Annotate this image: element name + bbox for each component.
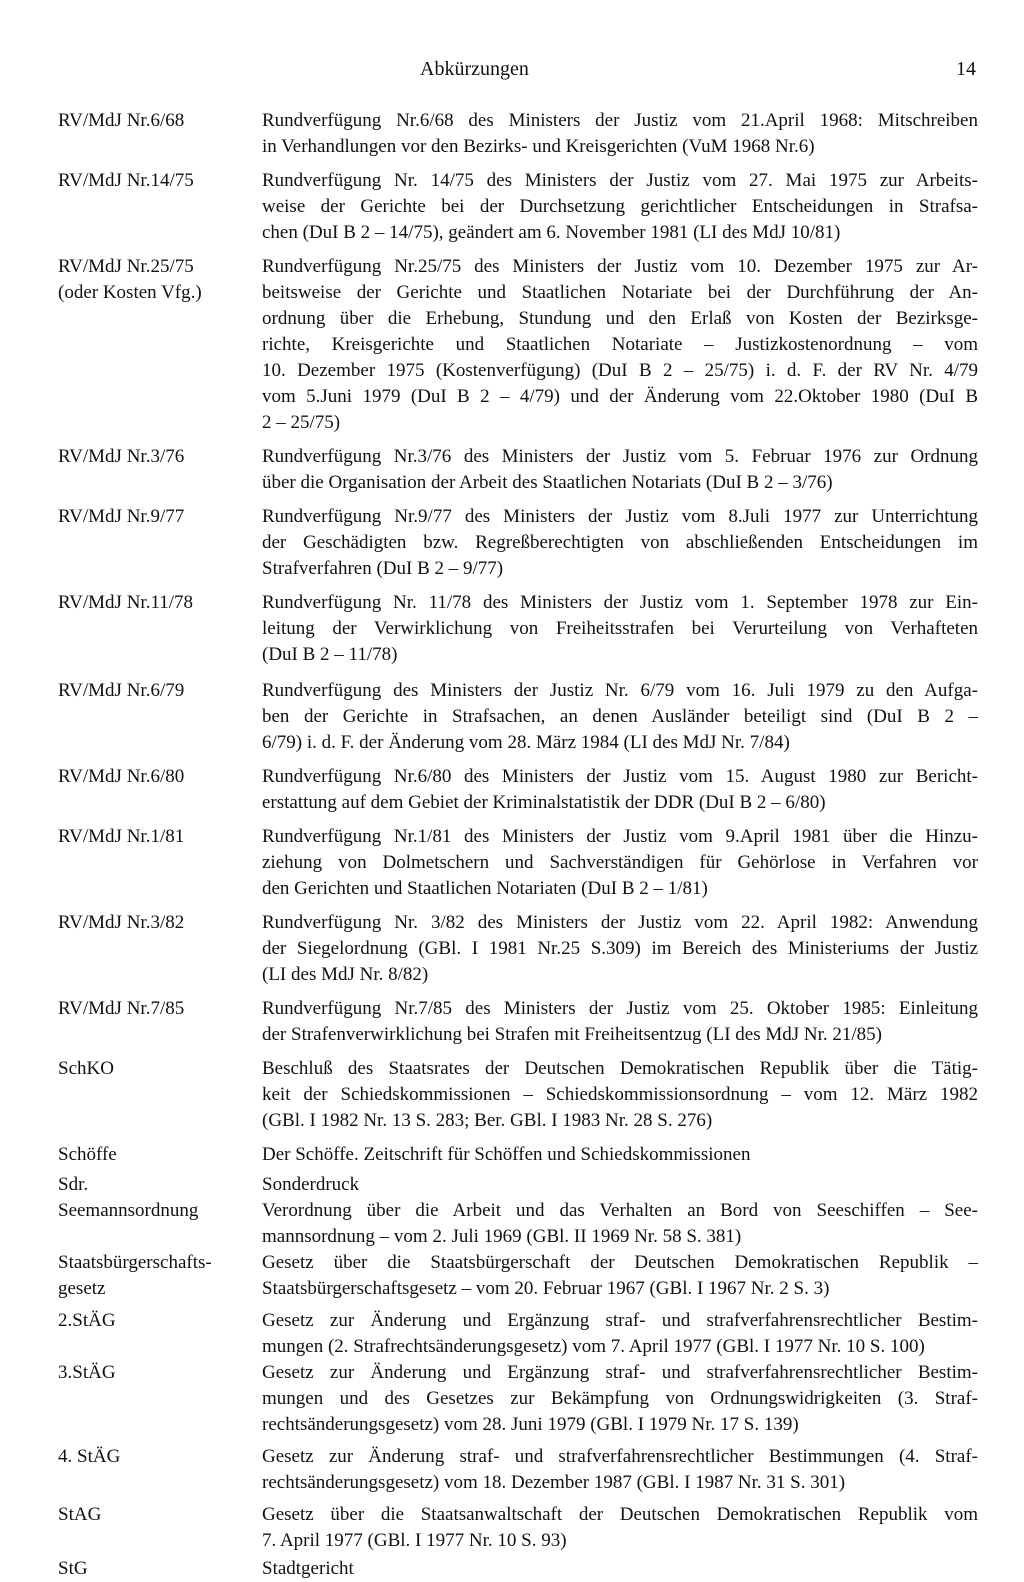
abbreviation-term-line: RV/MdJ Nr.9/77 [58, 506, 185, 527]
abbreviation-term-line: 2.StÄG [58, 1310, 116, 1331]
abbreviation-term-line: Sdr. [58, 1174, 89, 1195]
page-number: 14 [956, 58, 976, 80]
abbreviation-term-line: RV/MdJ Nr.14/75 [58, 170, 194, 191]
abbreviation-term [58, 108, 258, 134]
abbreviation-definition [262, 1502, 978, 1554]
abbreviation-term [58, 1056, 258, 1082]
definition-line: über die Organisation der Arbeit des Staatlichen Notariats (DuI B 2 – 3/76) [262, 472, 833, 493]
abbreviation-entry [0, 1056, 1024, 1134]
definition-line: Staatsbürgerschaftsgesetz – vom 20. Februar 1967 (GBl. I 1967 Nr. 2 S. 3) [262, 1278, 830, 1299]
definition-line: leitung der Verwirklichung von Freiheitsstrafen bei Verurteilung von Verhafteten [262, 618, 978, 639]
definition-line: Rundverfügung Nr.6/80 des Ministers der Justiz vom 15. August 1980 zur Bericht- [262, 766, 978, 787]
definition-line: mungen und des Gesetzes zur Bekämpfung von Ordnungswidrigkeiten (3. Straf- [262, 1388, 978, 1409]
abbreviation-term-line: StAG [58, 1504, 102, 1525]
definition-line: Gesetz über die Staatsbürgerschaft der Deutschen Demokratischen Republik – [262, 1252, 978, 1273]
definition-line: Rundverfügung des Ministers der Justiz Nr. 6/79 vom 16. Juli 1979 zu den Aufga- [262, 680, 978, 701]
abbreviation-definition [262, 254, 978, 436]
abbreviation-entry [0, 1172, 1024, 1198]
abbreviation-term [58, 1556, 258, 1582]
abbreviation-definition [262, 910, 978, 988]
abbreviation-entry [0, 1444, 1024, 1496]
abbreviation-entry [0, 1142, 1024, 1168]
definition-line: Verordnung über die Arbeit und das Verhalten an Bord von Seeschiffen – See- [262, 1200, 978, 1221]
abbreviation-term [58, 1308, 258, 1334]
abbreviation-definition [262, 444, 978, 496]
abbreviation-definition [262, 1250, 978, 1302]
definition-line: (LI des MdJ Nr. 8/82) [262, 964, 429, 985]
abbreviation-term [58, 996, 258, 1022]
abbreviation-list [0, 108, 1024, 1582]
definition-line: Stadtgericht [262, 1558, 354, 1579]
definition-line: (GBl. I 1982 Nr. 13 S. 283; Ber. GBl. I 1983 Nr. 28 S. 276) [262, 1110, 713, 1131]
definition-line: mannsordnung – vom 2. Juli 1969 (GBl. II 1969 Nr. 58 S. 381) [262, 1226, 742, 1247]
definition-line: erstattung auf dem Gebiet der Kriminalstatistik der DDR (DuI B 2 – 6/80) [262, 792, 826, 813]
abbreviation-definition [262, 1556, 978, 1582]
definition-line: ziehung von Dolmetschern und Sachverständigen für Gehörlose in Verfahren vor [262, 852, 978, 873]
abbreviation-definition [262, 1056, 978, 1134]
definition-line: Gesetz zur Änderung und Ergänzung straf- und strafverfahrensrechtlicher Bestim- [262, 1310, 978, 1331]
abbreviation-term-line: RV/MdJ Nr.3/76 [58, 446, 185, 467]
definition-line: Rundverfügung Nr.3/76 des Ministers der Justiz vom 5. Februar 1976 zur Ordnung [262, 446, 978, 467]
abbreviation-term [58, 824, 258, 850]
definition-line: Rundverfügung Nr.7/85 des Ministers der Justiz vom 25. Oktober 1985: Einleitung [262, 998, 978, 1019]
definition-line: Beschluß des Staatsrates der Deutschen Demokratischen Republik über die Tätig- [262, 1058, 978, 1079]
abbreviation-entry [0, 1502, 1024, 1554]
definition-line: keit der Schiedskommissionen – Schiedskommissionsordnung – vom 12. März 1982 [262, 1084, 978, 1105]
definition-line: 6/79) i. d. F. der Änderung vom 28. März 1984 (LI des MdJ Nr. 7/84) [262, 732, 790, 753]
definition-line: in Verhandlungen vor den Bezirks- und Kreisgerichten (VuM 1968 Nr.6) [262, 136, 815, 157]
definition-line: der Strafenverwirklichung bei Strafen mit Freiheitsentzug (LI des MdJ Nr. 21/85) [262, 1024, 882, 1045]
definition-line: chen (DuI B 2 – 14/75), geändert am 6. November 1981 (LI des MdJ 10/81) [262, 222, 841, 243]
definition-line: 2 – 25/75) [262, 412, 341, 433]
abbreviation-term [58, 168, 258, 194]
abbreviation-term-line: SchKO [58, 1058, 114, 1079]
abbreviation-definition [262, 764, 978, 816]
abbreviation-entry [0, 678, 1024, 756]
definition-line: Rundverfügung Nr.6/68 des Ministers der Justiz vom 21.April 1968: Mitschreiben [262, 110, 978, 131]
definition-line: Rundverfügung Nr. 3/82 des Ministers der Justiz vom 22. April 1982: Anwendung [262, 912, 978, 933]
definition-line: weise der Gerichte bei der Durchsetzung gerichtlicher Entscheidungen in Strafsa- [262, 196, 978, 217]
abbreviation-definition [262, 504, 978, 582]
definition-line: Gesetz über die Staatsanwaltschaft der Deutschen Demokratischen Republik vom [262, 1504, 978, 1525]
definition-line: Rundverfügung Nr.9/77 des Ministers der Justiz vom 8.Juli 1977 zur Unterrichtung [262, 506, 978, 527]
abbreviation-term-line: 3.StÄG [58, 1362, 116, 1383]
abbreviation-entry [0, 1308, 1024, 1360]
abbreviation-definition [262, 1142, 978, 1168]
abbreviation-term [58, 1360, 258, 1386]
definition-line: den Gerichten und Staatlichen Notariaten (DuI B 2 – 1/81) [262, 878, 708, 899]
abbreviation-term-line: RV/MdJ Nr.7/85 [58, 998, 185, 1019]
definition-line: der Siegelordnung (GBl. I 1981 Nr.25 S.309) im Bereich des Ministeriums der Justiz [262, 938, 978, 959]
abbreviation-definition [262, 1198, 978, 1250]
abbreviation-term [58, 504, 258, 530]
definition-line: (DuI B 2 – 11/78) [262, 644, 398, 665]
abbreviation-entry [0, 1250, 1024, 1302]
definition-line: ordnung über die Erhebung, Stundung und den Erlaß von Kosten der Bezirksge- [262, 308, 978, 329]
abbreviation-entry [0, 590, 1024, 668]
definition-line: beitsweise der Gerichte und Staatlichen Notariate bei der Durchführung der An- [262, 282, 978, 303]
abbreviation-entry [0, 996, 1024, 1048]
abbreviation-entry [0, 108, 1024, 160]
abbreviation-term-line: RV/MdJ Nr.3/82 [58, 912, 185, 933]
abbreviation-entry [0, 764, 1024, 816]
definition-line: Rundverfügung Nr. 11/78 des Ministers der Justiz vom 1. September 1978 zur Ein- [262, 592, 978, 613]
abbreviation-term [58, 1172, 258, 1198]
abbreviation-term-line: RV/MdJ Nr.6/68 [58, 110, 185, 131]
page-header [0, 58, 1024, 88]
abbreviation-term [58, 910, 258, 936]
abbreviation-definition [262, 678, 978, 756]
definition-line: der Geschädigten bzw. Regreßberechtigten von abschließenden Entscheidungen im [262, 532, 978, 553]
definition-line: Sonderdruck [262, 1174, 360, 1195]
abbreviation-term [58, 1502, 258, 1528]
abbreviation-term [58, 590, 258, 616]
definition-line: rechtsänderungsgesetz) vom 28. Juni 1979 (GBl. I 1979 Nr. 17 S. 139) [262, 1414, 799, 1435]
abbreviation-entry [0, 1198, 1024, 1250]
definition-line: Gesetz zur Änderung straf- und strafverfahrensrechtlicher Bestimmungen (4. Straf- [262, 1446, 978, 1467]
abbreviation-term [58, 444, 258, 470]
abbreviation-term-line: StG [58, 1558, 88, 1579]
abbreviation-term-line: Seemannsordnung [58, 1200, 199, 1221]
abbreviation-term-line: RV/MdJ Nr.6/79 [58, 680, 185, 701]
abbreviation-entry [0, 168, 1024, 246]
abbreviation-definition [262, 1360, 978, 1438]
page-title: Abkürzungen [420, 58, 529, 80]
abbreviation-entry [0, 1360, 1024, 1438]
definition-line: Rundverfügung Nr. 14/75 des Ministers der Justiz vom 27. Mai 1975 zur Arbeits- [262, 170, 978, 191]
abbreviation-term-line: Staatsbürgerschafts- [58, 1252, 212, 1273]
abbreviation-term-line: RV/MdJ Nr.6/80 [58, 766, 185, 787]
definition-line: Rundverfügung Nr.1/81 des Ministers der Justiz vom 9.April 1981 über die Hinzu- [262, 826, 978, 847]
abbreviation-term-line: 4. StÄG [58, 1446, 121, 1467]
definition-line: Der Schöffe. Zeitschrift für Schöffen und Schiedskommissionen [262, 1144, 751, 1165]
abbreviation-definition [262, 1308, 978, 1360]
abbreviation-term-line: gesetz [58, 1278, 106, 1299]
definition-line: richte, Kreisgerichte und Staatlichen Notariate – Justizkostenordnung – vom [262, 334, 978, 355]
abbreviation-term [58, 678, 258, 704]
abbreviation-term [58, 764, 258, 790]
definition-line: 10. Dezember 1975 (Kostenverfügung) (DuI B 2 – 25/75) i. d. F. der RV Nr. 4/79 [262, 360, 978, 381]
abbreviation-term [58, 1444, 258, 1470]
definition-line: Strafverfahren (DuI B 2 – 9/77) [262, 558, 504, 579]
abbreviation-definition [262, 824, 978, 902]
abbreviation-term-line: Schöffe [58, 1144, 117, 1165]
abbreviation-entry [0, 254, 1024, 436]
definition-line: ben der Gerichte in Strafsachen, an denen Ausländer beteiligt sind (DuI B 2 – [262, 706, 978, 727]
abbreviation-term [58, 1250, 258, 1302]
definition-line: mungen (2. Strafrechtsänderungsgesetz) vom 7. April 1977 (GBl. I 1977 Nr. 10 S. 100) [262, 1336, 925, 1357]
abbreviation-term-line: (oder Kosten Vfg.) [58, 282, 202, 303]
abbreviation-definition [262, 108, 978, 160]
abbreviation-entry [0, 1556, 1024, 1582]
definition-line: Rundverfügung Nr.25/75 des Ministers der Justiz vom 10. Dezember 1975 zur Ar- [262, 256, 978, 277]
definition-line: vom 5.Juni 1979 (DuI B 2 – 4/79) und der Änderung vom 22.Oktober 1980 (DuI B [262, 386, 978, 407]
definition-line: rechtsänderungsgesetz) vom 18. Dezember 1987 (GBl. I 1987 Nr. 31 S. 301) [262, 1472, 846, 1493]
abbreviation-definition [262, 1444, 978, 1496]
abbreviation-term-line: RV/MdJ Nr.1/81 [58, 826, 185, 847]
definition-line: Gesetz zur Änderung und Ergänzung straf- und strafverfahrensrechtlicher Bestim- [262, 1362, 978, 1383]
abbreviation-term [58, 1142, 258, 1168]
abbreviation-entry [0, 824, 1024, 902]
abbreviation-term [58, 254, 258, 306]
abbreviation-definition [262, 1172, 978, 1198]
abbreviation-entry [0, 444, 1024, 496]
abbreviation-definition [262, 168, 978, 246]
abbreviation-term [58, 1198, 258, 1224]
abbreviation-definition [262, 590, 978, 668]
abbreviation-entry [0, 504, 1024, 582]
abbreviation-definition [262, 996, 978, 1048]
abbreviation-term-line: RV/MdJ Nr.25/75 [58, 256, 194, 277]
definition-line: 7. April 1977 (GBl. I 1977 Nr. 10 S. 93) [262, 1530, 567, 1551]
abbreviation-entry [0, 910, 1024, 988]
abbreviation-term-line: RV/MdJ Nr.11/78 [58, 592, 194, 613]
